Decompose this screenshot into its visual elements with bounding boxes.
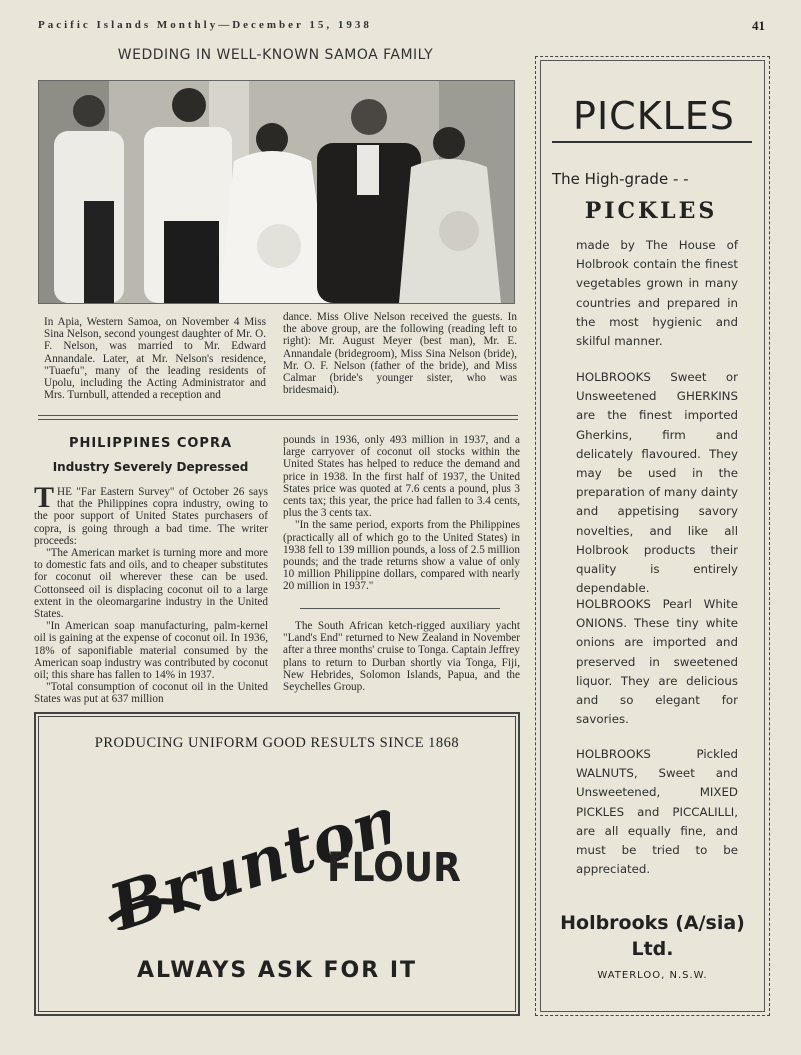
pickles-para-4: HOLBROOKS Pickled WALNUTS, Sweet and Unsweetened, MIXED PICKLES and PICCALILLI, are all equally fine, and must be tried to be appreciated.	[576, 747, 738, 877]
ketch-news-item	[283, 620, 520, 693]
holbrooks-company	[545, 910, 760, 962]
pickles-subtitle: PICKLES	[584, 198, 718, 224]
wedding-article-title: WEDDING IN WELL-KNOWN SAMOA FAMILY	[117, 47, 434, 63]
wedding-group-photo	[38, 80, 515, 304]
copra-paragraph-4: "Total consumption of coconut oil in the United States was put at 637 million	[34, 681, 268, 706]
wedding-caption-left: In Apia, Western Samoa, on November 4 Miss Sina Nelson, second youngest daughter of Mr. O. F. Nelson, was married to Mr. Edward Annandale. Later, at Mr. Nelson's residence, "Tuaefu", many of the leading residents of Upolu, including the Acting Administrator and Mrs. Turnbull, attended a reception and	[44, 316, 266, 402]
copra-paragraph-6: "In the same period, exports from the Philippines (practically all of which go to the United States) in 1938 fell to 139 million pounds, a loss of 2.5 million pounds; and the trade returns show a value of only 10 million Philippine dollars, compared with nearly 20 million in 1937."	[283, 519, 520, 593]
copra-column-1	[34, 481, 268, 706]
copra-paragraph-3: "In American soap manufacturing, palm-kernel oil is gaining at the expense of coconut oil. In 1936, 18% of saponifiable material consumed by the American soap industry was contributed by coconut oil; this share has fallen to 14% in 1937.	[34, 620, 268, 682]
running-head: Pacific Islands Monthly—December 15, 1938	[38, 19, 372, 31]
copra-article-heading: PHILIPPINES COPRA	[68, 436, 233, 451]
holbrooks-location: WATERLOO, N.S.W.	[597, 970, 708, 981]
pickles-high-grade: The High-grade - -	[552, 170, 689, 188]
copra-paragraph-1	[34, 481, 268, 547]
bruntons-product: FLOUR	[327, 845, 461, 891]
pickles-ad-title: PICKLES	[573, 94, 735, 138]
copra-column-2	[283, 434, 520, 593]
holbrooks-company-line-2: Ltd.	[631, 938, 674, 960]
copra-paragraph-2: "The American market is turning more and more to domestic fats and oils, and to cheaper substitutes for coconut oil wherever these can be used. Cottonseed oil is displacing coconut oil to a large extent in the oleomargarine industry in the United States.	[34, 547, 268, 621]
wedding-caption-right: dance. Miss Olive Nelson received the guests. In the above group, are the following (reading left to right): Mr. August Meyer (best man), Mr. E. Annandale (bridegroom), Miss Sina Nelson (bride), Mr. O. F. Nelson (father of the bride), and Miss Calmar (bride's younger sister, who was bridesmaid).	[283, 311, 517, 397]
bruntons-brand-text: Brunton's	[100, 770, 390, 930]
pickles-title-rule	[552, 141, 752, 143]
pickles-para-1: made by The House of Holbrook contain the finest vegetables grown in many countries and prepared in the most hygienic and skilful manner.	[576, 238, 738, 349]
copra-paragraph-5: pounds in 1936, only 493 million in 1937, and a large carryover of coconut oil stocks within the United States has helped to reduce the demand and price in 1938. In the first half of 1937, the United States price was quoted at 7.6 cents a pound, plus 3 cents tax; this year, the price had fallen to 3.4 cents, plus the 3 cents tax.	[283, 434, 520, 520]
holbrooks-company-line-1: Holbrooks (A/sia)	[560, 912, 745, 934]
pickles-para-2: HOLBROOKS Sweet or Unsweetened GHERKINS are the finest imported Gherkins, firm and delicately flavoured. They may be used in the preparation of many dainty and appetising savory novelties, and like all Holbrook products their quality is entirely dependable.	[576, 370, 738, 596]
pickles-para-3: HOLBROOKS Pearl White ONIONS. These tiny white onions are imported and preserved in sweetened liquor. They are delicious and so elegant for savories.	[576, 597, 738, 727]
copra-paragraph-1-text: HE "Far Eastern Survey" of October 26 says that the Philippines copra industry, owing to the poor support of United States purchasers of copra, is going through a bad time. The writer proceeds:	[34, 486, 268, 547]
copra-article-subheading: Industry Severely Depressed	[52, 460, 249, 474]
bruntons-tagline: PRODUCING UNIFORM GOOD RESULTS SINCE 1868	[94, 735, 460, 751]
section-divider-2	[38, 419, 518, 420]
bruntons-slogan: ALWAYS ASK FOR IT	[136, 958, 418, 983]
short-divider	[300, 608, 500, 609]
ketch-paragraph: The South African ketch-rigged auxiliary yacht "Land's End" returned to New Zealand in November after a three months' cruise to Tonga. Captain Jeffrey plans to return to Durban shortly via Tonga, Fiji, New Hebrides, Solomon Islands, Papua, and the Seychelles Group.	[283, 620, 520, 694]
drop-cap: T	[34, 481, 55, 514]
page-number: 41	[752, 18, 765, 33]
section-divider	[38, 415, 518, 416]
